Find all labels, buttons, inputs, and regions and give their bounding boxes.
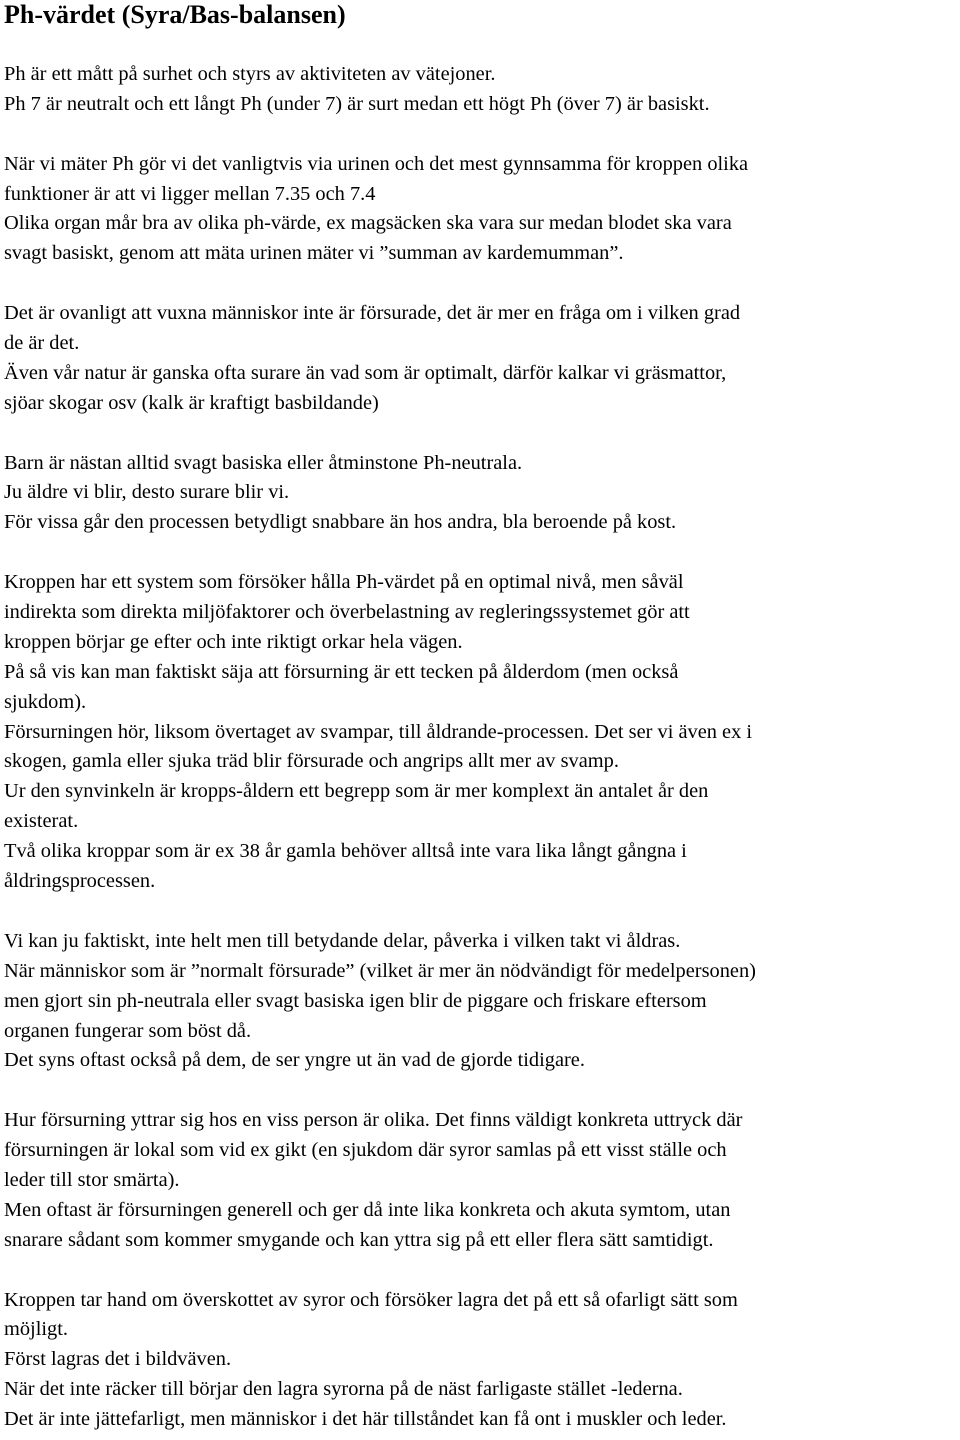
- page-title: Ph-värdet (Syra/Bas-balansen): [4, 0, 346, 29]
- text-line: Det är inte jättefarligt, men människor i det här tillståndet kan få ont i muskler och leder.: [4, 1408, 727, 1431]
- text-line: åldringsprocessen.: [4, 870, 156, 893]
- blank-line: [4, 269, 956, 299]
- text-line: indirekta som direkta miljöfaktorer och överbelastning av regleringssystemet gör att: [4, 601, 690, 624]
- text-line: För vissa går den processen betydligt snabbare än hos andra, bla beroende på kost.: [4, 511, 677, 534]
- blank-line: [4, 897, 956, 927]
- text-line: Ju äldre vi blir, desto surare blir vi.: [4, 481, 290, 504]
- text-line: Även vår natur är ganska ofta surare än vad som är optimalt, därför kalkar vi gräsmattor,: [4, 361, 727, 384]
- text-line: Kroppen tar hand om överskottet av syror och försöker lagra det på ett så ofarligt sätt som: [4, 1288, 738, 1311]
- text-line: organen fungerar som böst då.: [4, 1019, 252, 1042]
- text-line: snarare sådant som kommer smygande och kan yttra sig på ett eller flera sätt samtidigt.: [4, 1228, 714, 1251]
- blank-line: [4, 1076, 956, 1106]
- text-line: funktioner är att vi ligger mellan 7.35 och 7.4: [4, 182, 376, 205]
- text-line: sjukdom).: [4, 690, 87, 713]
- blank-line: [4, 120, 956, 150]
- text-line: När människor som är ”normalt försurade” (vilket är mer än nödvändigt för medelpersonen): [4, 959, 756, 982]
- text-line: Kroppen har ett system som försöker hålla Ph-värdet på en optimal nivå, men såväl: [4, 571, 684, 594]
- text-line: Olika organ mår bra av olika ph-värde, ex magsäcken ska vara sur medan blodet ska vara: [4, 212, 732, 235]
- text-line: de är det.: [4, 332, 80, 355]
- text-line: När vi mäter Ph gör vi det vanligtvis via urinen och det mest gynnsamma för kroppen olika: [4, 152, 749, 175]
- text-line: Hur försurning yttrar sig hos en viss person är olika. Det finns väldigt konkreta uttryck där: [4, 1109, 743, 1132]
- text-line: existerat.: [4, 810, 79, 833]
- text-line: När det inte räcker till börjar den lagra syrorna på de näst farligaste stället -lederna.: [4, 1378, 683, 1401]
- text-line: Två olika kroppar som är ex 38 år gamla behöver alltså inte vara lika långt gångna i: [4, 840, 687, 863]
- blank-line: [4, 419, 956, 449]
- document-body: [4, 60, 956, 1435]
- text-line: leder till stor smärta).: [4, 1168, 180, 1191]
- text-line: svagt basiskt, genom att mäta urinen mäter vi ”summan av kardemumman”.: [4, 242, 624, 265]
- text-line: Vi kan ju faktiskt, inte helt men till betydande delar, påverka i vilken takt vi åldras.: [4, 929, 681, 952]
- text-line: skogen, gamla eller sjuka träd blir försurade och angrips allt mer av svamp.: [4, 750, 619, 773]
- text-line: möjligt.: [4, 1318, 69, 1341]
- text-line: Först lagras det i bildväven.: [4, 1348, 232, 1371]
- text-line: Barn är nästan alltid svagt basiska eller åtminstone Ph-neutrala.: [4, 451, 523, 474]
- text-line: Ph är ett mått på surhet och styrs av aktiviteten av vätejoner.: [4, 63, 496, 85]
- text-line: Försurningen hör, liksom övertaget av svampar, till åldrande-processen. Det ser vi även ex i: [4, 720, 753, 743]
- text-line: men gjort sin ph-neutrala eller svagt basiska igen blir de piggare och friskare eftersom: [4, 989, 707, 1012]
- blank-line: [4, 538, 956, 568]
- text-line: Ph 7 är neutralt och ett långt Ph (under 7) är surt medan ett högt Ph (över 7) är basiskt.: [4, 92, 710, 115]
- text-line: Det syns oftast också på dem, de ser yngre ut än vad de gjorde tidigare.: [4, 1049, 585, 1072]
- title-spacer: [4, 30, 956, 60]
- text-line: kroppen börjar ge efter och inte riktigt orkar hela vägen.: [4, 630, 463, 653]
- text-line: På så vis kan man faktiskt säja att försurning är ett tecken på ålderdom (men också: [4, 660, 679, 683]
- text-line: försurningen är lokal som vid ex gikt (en sjukdom där syror samlas på ett visst ställe och: [4, 1139, 727, 1162]
- text-line: sjöar skogar osv (kalk är kraftigt basbildande): [4, 391, 379, 414]
- blank-line: [4, 1256, 956, 1286]
- text-line: Ur den synvinkeln är kropps-åldern ett begrepp som är mer komplext än antalet år den: [4, 780, 709, 803]
- text-line: Det är ovanligt att vuxna människor inte är försurade, det är mer en fråga om i vilken grad: [4, 302, 741, 325]
- text-line: Men oftast är försurningen generell och ger då inte lika konkreta och akuta symtom, utan: [4, 1198, 731, 1221]
